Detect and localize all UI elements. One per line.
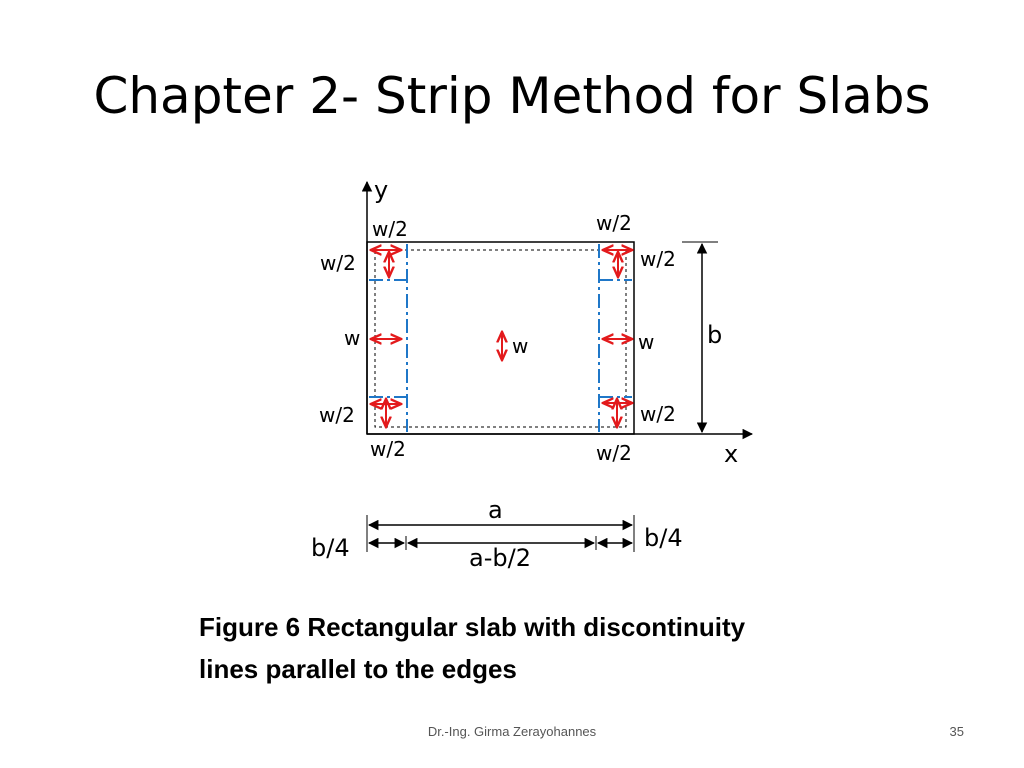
dim-b4-left-label: b/4 (311, 534, 350, 562)
bottom-left-w2-label: w/2 (370, 437, 406, 461)
bottom-right-w2-label: w/2 (596, 441, 632, 465)
page-number: 35 (949, 724, 964, 739)
top-left-w2-label: w/2 (372, 217, 408, 241)
load-arrows (372, 250, 631, 426)
dim-a-minus-label: a-b/2 (469, 544, 531, 572)
slide-title: Chapter 2- Strip Method for Slabs (93, 67, 931, 125)
left-mid-w-label: w (344, 326, 361, 350)
caption-line-2: lines parallel to the edges (199, 654, 517, 684)
top-right-w2-label: w/2 (596, 211, 632, 235)
discontinuity-lines (369, 244, 632, 432)
center-load-label: w (512, 334, 529, 358)
left-lower-w2-label: w/2 (319, 403, 355, 427)
caption-line-1: Figure 6 Rectangular slab with discontinuity (199, 612, 746, 642)
x-axis-label: x (724, 440, 739, 468)
inner-dashed-outline (375, 250, 626, 427)
figure-caption (199, 606, 839, 690)
y-axis-label: y (374, 176, 389, 204)
right-mid-w-label: w (638, 330, 655, 354)
dim-a-label: a (488, 496, 503, 524)
dim-b-label: b (707, 321, 723, 349)
footer-author: Dr.-Ing. Girma Zerayohannes (427, 724, 597, 739)
right-lower-w2-label: w/2 (640, 402, 676, 426)
dim-b4-right-label: b/4 (644, 524, 683, 552)
right-upper-w2-label: w/2 (640, 247, 676, 271)
left-upper-w2-label: w/2 (320, 251, 356, 275)
